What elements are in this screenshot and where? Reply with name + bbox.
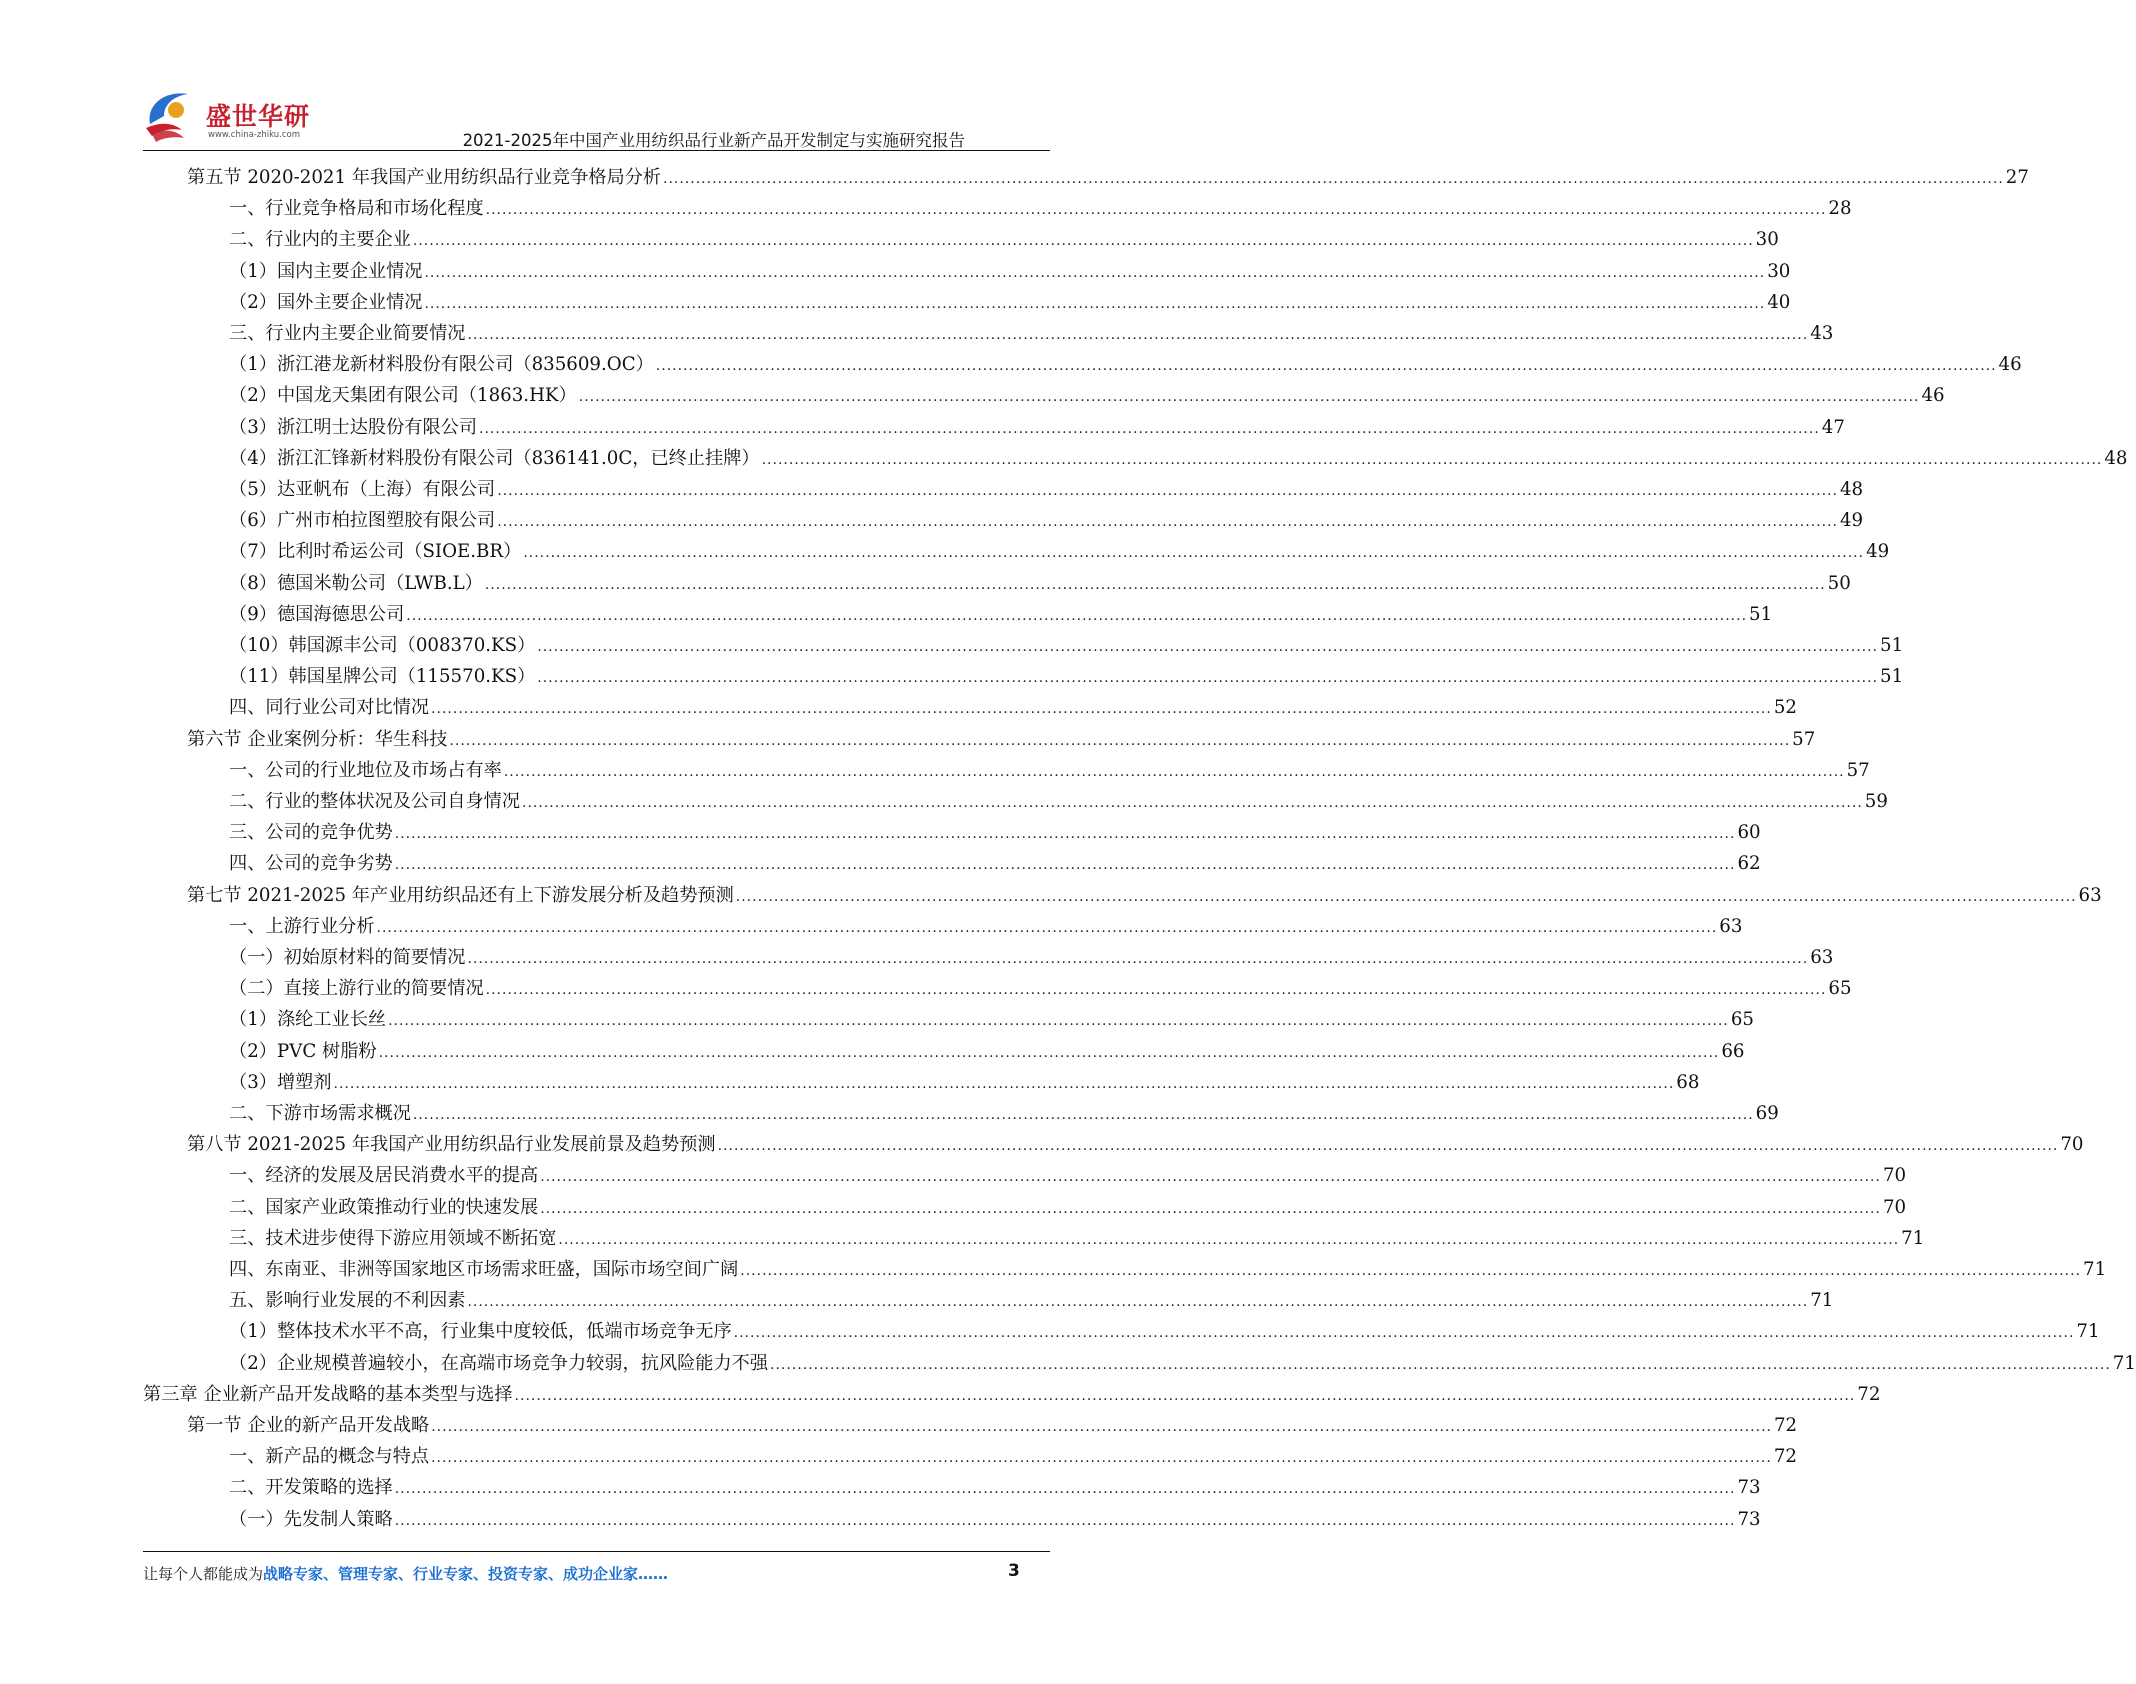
footer-slogan-highlight: 战略专家、管理专家、行业专家、投资专家、成功企业家…… xyxy=(263,1565,669,1583)
toc-entry-page: 46 xyxy=(1998,354,2022,376)
toc-leader-dots xyxy=(537,632,1878,663)
toc-entry[interactable] xyxy=(229,1036,1745,1067)
toc-leader-dots xyxy=(413,226,1754,257)
toc-entry-title: （一）先发制人策略 xyxy=(229,1508,393,1530)
toc-entry-page: 27 xyxy=(2005,167,2029,188)
toc-entry-title: （3）浙江明士达股份有限公司 xyxy=(229,416,478,438)
toc-entry[interactable] xyxy=(187,1129,2084,1160)
toc-leader-dots xyxy=(770,1350,2111,1381)
toc-entry[interactable] xyxy=(229,1472,1761,1503)
toc-leader-dots xyxy=(540,1162,1881,1193)
toc-entry[interactable] xyxy=(229,973,1852,1004)
toc-entry[interactable] xyxy=(229,1504,1761,1535)
logo-url: www.china-zhiku.com xyxy=(208,130,300,140)
toc-leader-dots xyxy=(406,601,1747,632)
toc-entry-title: 四、同行业公司对比情况 xyxy=(229,697,430,719)
toc-entry[interactable] xyxy=(229,443,2128,474)
toc-entry-title: 第八节 2021-2025 年我国产业用纺织品行业发展前景及趋势预测 xyxy=(187,1134,716,1156)
toc-entry[interactable] xyxy=(229,1160,1907,1191)
toc-entry[interactable] xyxy=(229,786,1888,817)
toc-leader-dots xyxy=(663,164,2004,195)
toc-entry[interactable] xyxy=(229,1223,1925,1254)
toc-entry-title: （2）企业规模普遍较小，在高端市场竞争力较弱，抗风险能力不强 xyxy=(229,1352,769,1374)
toc-entry-page: 57 xyxy=(1792,728,1816,750)
toc-entry-page: 51 xyxy=(1749,603,1773,625)
toc-leader-dots xyxy=(379,1038,1720,1069)
toc-entry-title: 二、行业内的主要企业 xyxy=(229,229,411,251)
toc-entry-title: 二、开发策略的选择 xyxy=(229,1477,393,1499)
toc-entry-title: （9）德国海德思公司 xyxy=(229,603,405,625)
toc-leader-dots xyxy=(485,570,1826,601)
toc-entry[interactable] xyxy=(229,942,1834,973)
toc-entry-page: 30 xyxy=(1755,229,1779,251)
toc-entry-page: 69 xyxy=(1755,1103,1779,1124)
toc-entry-page: 49 xyxy=(1866,541,1890,563)
toc-entry-title: （2）国外主要企业情况 xyxy=(229,291,423,313)
toc-entry-title: 一、公司的行业地位及市场占有率 xyxy=(229,759,502,781)
toc-leader-dots xyxy=(486,975,1827,1006)
toc-leader-dots xyxy=(395,850,1736,881)
toc-entry-title: （6）广州市柏拉图塑胶有限公司 xyxy=(229,510,496,532)
toc-entry-title: 一、经济的发展及居民消费水平的提高 xyxy=(229,1165,539,1187)
toc-entry-page: 59 xyxy=(1864,791,1888,812)
toc-entry[interactable] xyxy=(229,1441,1797,1472)
toc-leader-dots xyxy=(762,445,2103,476)
toc-leader-dots xyxy=(424,258,1765,289)
toc-entry[interactable] xyxy=(229,318,1834,349)
toc-leader-dots xyxy=(558,1225,1899,1256)
toc-entry-title: 二、行业的整体状况及公司自身情况 xyxy=(229,791,521,812)
page-number: 3 xyxy=(1008,1561,1020,1581)
toc-leader-dots xyxy=(395,819,1736,850)
toc-leader-dots xyxy=(656,351,1997,382)
toc-leader-dots xyxy=(467,944,1808,975)
toc-leader-dots xyxy=(515,1381,1856,1412)
toc-entry-title: （1）涤纶工业长丝 xyxy=(229,1009,387,1031)
toc-entry[interactable] xyxy=(229,256,1791,287)
footer-slogan xyxy=(143,1563,668,1584)
toc-entry[interactable] xyxy=(229,568,1851,599)
toc-entry-page: 70 xyxy=(1882,1165,1907,1187)
toc-entry-title: （5）达亚帆布（上海）有限公司 xyxy=(229,479,496,500)
toc-entry-title: （10）韩国源丰公司（008370.KS） xyxy=(229,635,536,656)
toc-leader-dots xyxy=(579,382,1920,413)
toc-leader-dots xyxy=(449,726,1790,757)
toc-entry-title: 四、东南亚、非洲等国家地区市场需求旺盛，国际市场空间广阔 xyxy=(229,1259,739,1280)
toc-entry-title: 第三章 企业新产品开发战略的基本类型与选择 xyxy=(143,1383,513,1405)
toc-entry-title: （2）中国龙天集团有限公司（1863.HK） xyxy=(229,385,577,407)
toc-entry-title: 一、上游行业分析 xyxy=(229,915,375,937)
toc-entry-title: 第五节 2020-2021 年我国产业用纺织品行业竞争格局分析 xyxy=(187,167,662,188)
toc-entry-page: 72 xyxy=(1857,1383,1881,1405)
toc-entry-title: 四、公司的竞争劣势 xyxy=(229,853,393,875)
toc-entry-title: 三、行业内主要企业简要情况 xyxy=(229,323,466,344)
toc-leader-dots xyxy=(486,195,1827,226)
toc-entry[interactable] xyxy=(229,1004,1754,1035)
toc-entry-title: 五、影响行业发展的不利因素 xyxy=(229,1290,466,1312)
toc-entry[interactable] xyxy=(229,536,1890,567)
toc-entry[interactable] xyxy=(229,412,1845,443)
toc-leader-dots xyxy=(395,1474,1736,1505)
toc-entry[interactable] xyxy=(187,724,1816,755)
toc-entry-title: 二、下游市场需求概况 xyxy=(229,1103,411,1124)
toc-leader-dots xyxy=(431,1443,1772,1474)
toc-leader-dots xyxy=(504,757,1845,788)
toc-entry-page: 51 xyxy=(1880,666,1904,688)
toc-entry-page: 71 xyxy=(1901,1227,1925,1249)
toc-leader-dots xyxy=(718,1131,2059,1162)
toc-leader-dots xyxy=(388,1006,1729,1037)
toc-leader-dots xyxy=(537,663,1878,694)
toc-entry-page: 48 xyxy=(1839,479,1864,500)
toc-entry[interactable] xyxy=(229,817,1761,848)
toc-entry-page: 63 xyxy=(2078,884,2102,906)
toc-entry[interactable] xyxy=(229,1285,1834,1316)
toc-entry[interactable] xyxy=(229,287,1791,318)
toc-entry-title: 一、新产品的概念与特点 xyxy=(229,1446,430,1468)
toc-entry-page: 57 xyxy=(1846,759,1870,781)
toc-entry-title: 三、公司的竞争优势 xyxy=(229,822,393,844)
toc-entry-page: 49 xyxy=(1839,510,1864,532)
toc-entry-page: 71 xyxy=(2083,1259,2107,1280)
toc-leader-dots xyxy=(540,1194,1881,1225)
toc-entry-title: （7）比利时希运公司（SIOE.BR） xyxy=(229,541,522,563)
toc-entry-title: 一、行业竞争格局和市场化程度 xyxy=(229,198,484,220)
toc-entry[interactable] xyxy=(187,880,2102,911)
toc-entry-page: 72 xyxy=(1773,1415,1798,1436)
toc-entry[interactable] xyxy=(229,505,1864,536)
toc-leader-dots xyxy=(334,1069,1675,1100)
toc-entry-page: 60 xyxy=(1737,822,1761,844)
toc-entry-page: 68 xyxy=(1676,1071,1700,1093)
toc-entry-title: （1）整体技术水平不高，行业集中度较低，低端市场竞争无序 xyxy=(229,1321,732,1343)
toc-entry-page: 30 xyxy=(1767,260,1791,282)
report-title: 2021-2025年中国产业用纺织品行业新产品开发制定与实施研究报告 xyxy=(462,131,965,150)
toc-entry[interactable] xyxy=(229,224,1779,255)
toc-entry-page: 50 xyxy=(1827,572,1851,594)
toc-entry[interactable] xyxy=(229,380,1945,411)
toc-entry-page: 73 xyxy=(1737,1508,1761,1530)
toc-entry-title: 三、技术进步使得下游应用领域不断拓宽 xyxy=(229,1227,557,1249)
toc-leader-dots xyxy=(736,882,2077,913)
toc-entry-title: （一）初始原材料的简要情况 xyxy=(229,947,466,968)
toc-leader-dots xyxy=(377,913,1718,944)
toc-leader-dots xyxy=(467,320,1808,351)
toc-entry[interactable] xyxy=(229,661,1904,692)
toc-entry[interactable] xyxy=(229,1348,2136,1379)
toc-entry-title: （11）韩国星牌公司（115570.KS） xyxy=(229,666,536,688)
toc-leader-dots xyxy=(395,1506,1736,1537)
toc-entry-page: 40 xyxy=(1767,291,1791,313)
toc-leader-dots xyxy=(413,1100,1754,1131)
toc-entry-page: 72 xyxy=(1773,1446,1797,1468)
toc-entry-page: 66 xyxy=(1721,1040,1745,1062)
toc-entry-page: 46 xyxy=(1921,385,1945,407)
toc-entry[interactable] xyxy=(143,1379,1881,1410)
toc-entry[interactable] xyxy=(187,1410,1798,1441)
toc-leader-dots xyxy=(467,1287,1808,1318)
toc-entry-title: 二、国家产业政策推动行业的快速发展 xyxy=(229,1196,539,1218)
toc-entry[interactable] xyxy=(229,1067,1700,1098)
toc-leader-dots xyxy=(424,289,1765,320)
footer-divider xyxy=(143,1551,1050,1552)
toc-entry-title: 第六节 企业案例分析：华生科技 xyxy=(187,728,448,750)
logo-mark-icon xyxy=(142,84,212,146)
header-divider xyxy=(143,150,1050,151)
toc-leader-dots xyxy=(479,414,1820,445)
toc-entry[interactable] xyxy=(229,692,1797,723)
toc-entry[interactable] xyxy=(229,599,1773,630)
toc-entry[interactable] xyxy=(229,848,1761,879)
toc-entry-page: 51 xyxy=(1880,635,1904,656)
toc-entry[interactable] xyxy=(229,349,2022,380)
toc-entry-title: 第一节 企业的新产品开发战略 xyxy=(187,1415,430,1436)
toc-entry-page: 62 xyxy=(1737,853,1761,875)
toc-leader-dots xyxy=(497,476,1838,507)
toc-entry-title: （1）国内主要企业情况 xyxy=(229,260,423,282)
toc-entry-page: 48 xyxy=(2104,447,2128,469)
footer-slogan-lead: 让每个人都能成为 xyxy=(143,1565,264,1583)
toc-entry-page: 65 xyxy=(1828,978,1852,1000)
toc-entry-title: （二）直接上游行业的简要情况 xyxy=(229,978,484,1000)
toc-leader-dots xyxy=(734,1318,2075,1349)
toc-leader-dots xyxy=(522,788,1863,819)
toc-entry[interactable] xyxy=(229,1192,1907,1223)
toc-entry-page: 71 xyxy=(2076,1321,2100,1343)
toc-entry[interactable] xyxy=(229,1098,1779,1129)
toc-entry-page: 63 xyxy=(1719,915,1743,937)
toc-entry-page: 52 xyxy=(1773,697,1797,719)
toc-leader-dots xyxy=(431,1412,1772,1443)
toc-entry[interactable] xyxy=(229,630,1904,661)
toc-entry[interactable] xyxy=(229,474,1864,505)
toc-entry-page: 70 xyxy=(1882,1196,1907,1218)
toc-entry[interactable] xyxy=(229,911,1743,942)
toc-entry[interactable] xyxy=(229,1316,2100,1347)
toc-entry[interactable] xyxy=(229,193,1852,224)
toc-entry-page: 47 xyxy=(1821,416,1845,438)
toc-entry-title: （3）增塑剂 xyxy=(229,1071,332,1093)
toc-entry-page: 70 xyxy=(2060,1134,2084,1156)
toc-entry-page: 28 xyxy=(1828,198,1852,220)
toc-leader-dots xyxy=(740,1256,2081,1287)
toc-leader-dots xyxy=(497,507,1838,538)
toc-leader-dots xyxy=(431,694,1772,725)
toc-entry-page: 63 xyxy=(1810,947,1834,968)
toc-entry-title: （8）德国米勒公司（LWB.L） xyxy=(229,572,483,594)
toc-entry-page: 65 xyxy=(1730,1009,1754,1031)
toc-entry[interactable] xyxy=(229,1254,2107,1285)
toc-entry-title: （4）浙江汇锋新材料股份有限公司（836141.0C，已终止挂牌） xyxy=(229,447,760,469)
toc-entry-page: 71 xyxy=(1810,1290,1834,1312)
toc-entry-title: （2）PVC 树脂粉 xyxy=(229,1040,377,1062)
logo-text: 盛世华研 xyxy=(206,102,311,131)
toc-entry-page: 73 xyxy=(1737,1477,1761,1499)
toc-entry[interactable] xyxy=(229,755,1870,786)
toc-entry[interactable] xyxy=(187,162,2029,193)
toc-entry-title: 第七节 2021-2025 年产业用纺织品还有上下游发展分析及趋势预测 xyxy=(187,884,734,906)
toc-entry-page: 71 xyxy=(2112,1352,2136,1374)
toc-entry-page: 43 xyxy=(1810,323,1834,344)
toc-leader-dots xyxy=(523,538,1864,569)
toc-entry-title: （1）浙江港龙新材料股份有限公司（835609.OC） xyxy=(229,354,654,376)
